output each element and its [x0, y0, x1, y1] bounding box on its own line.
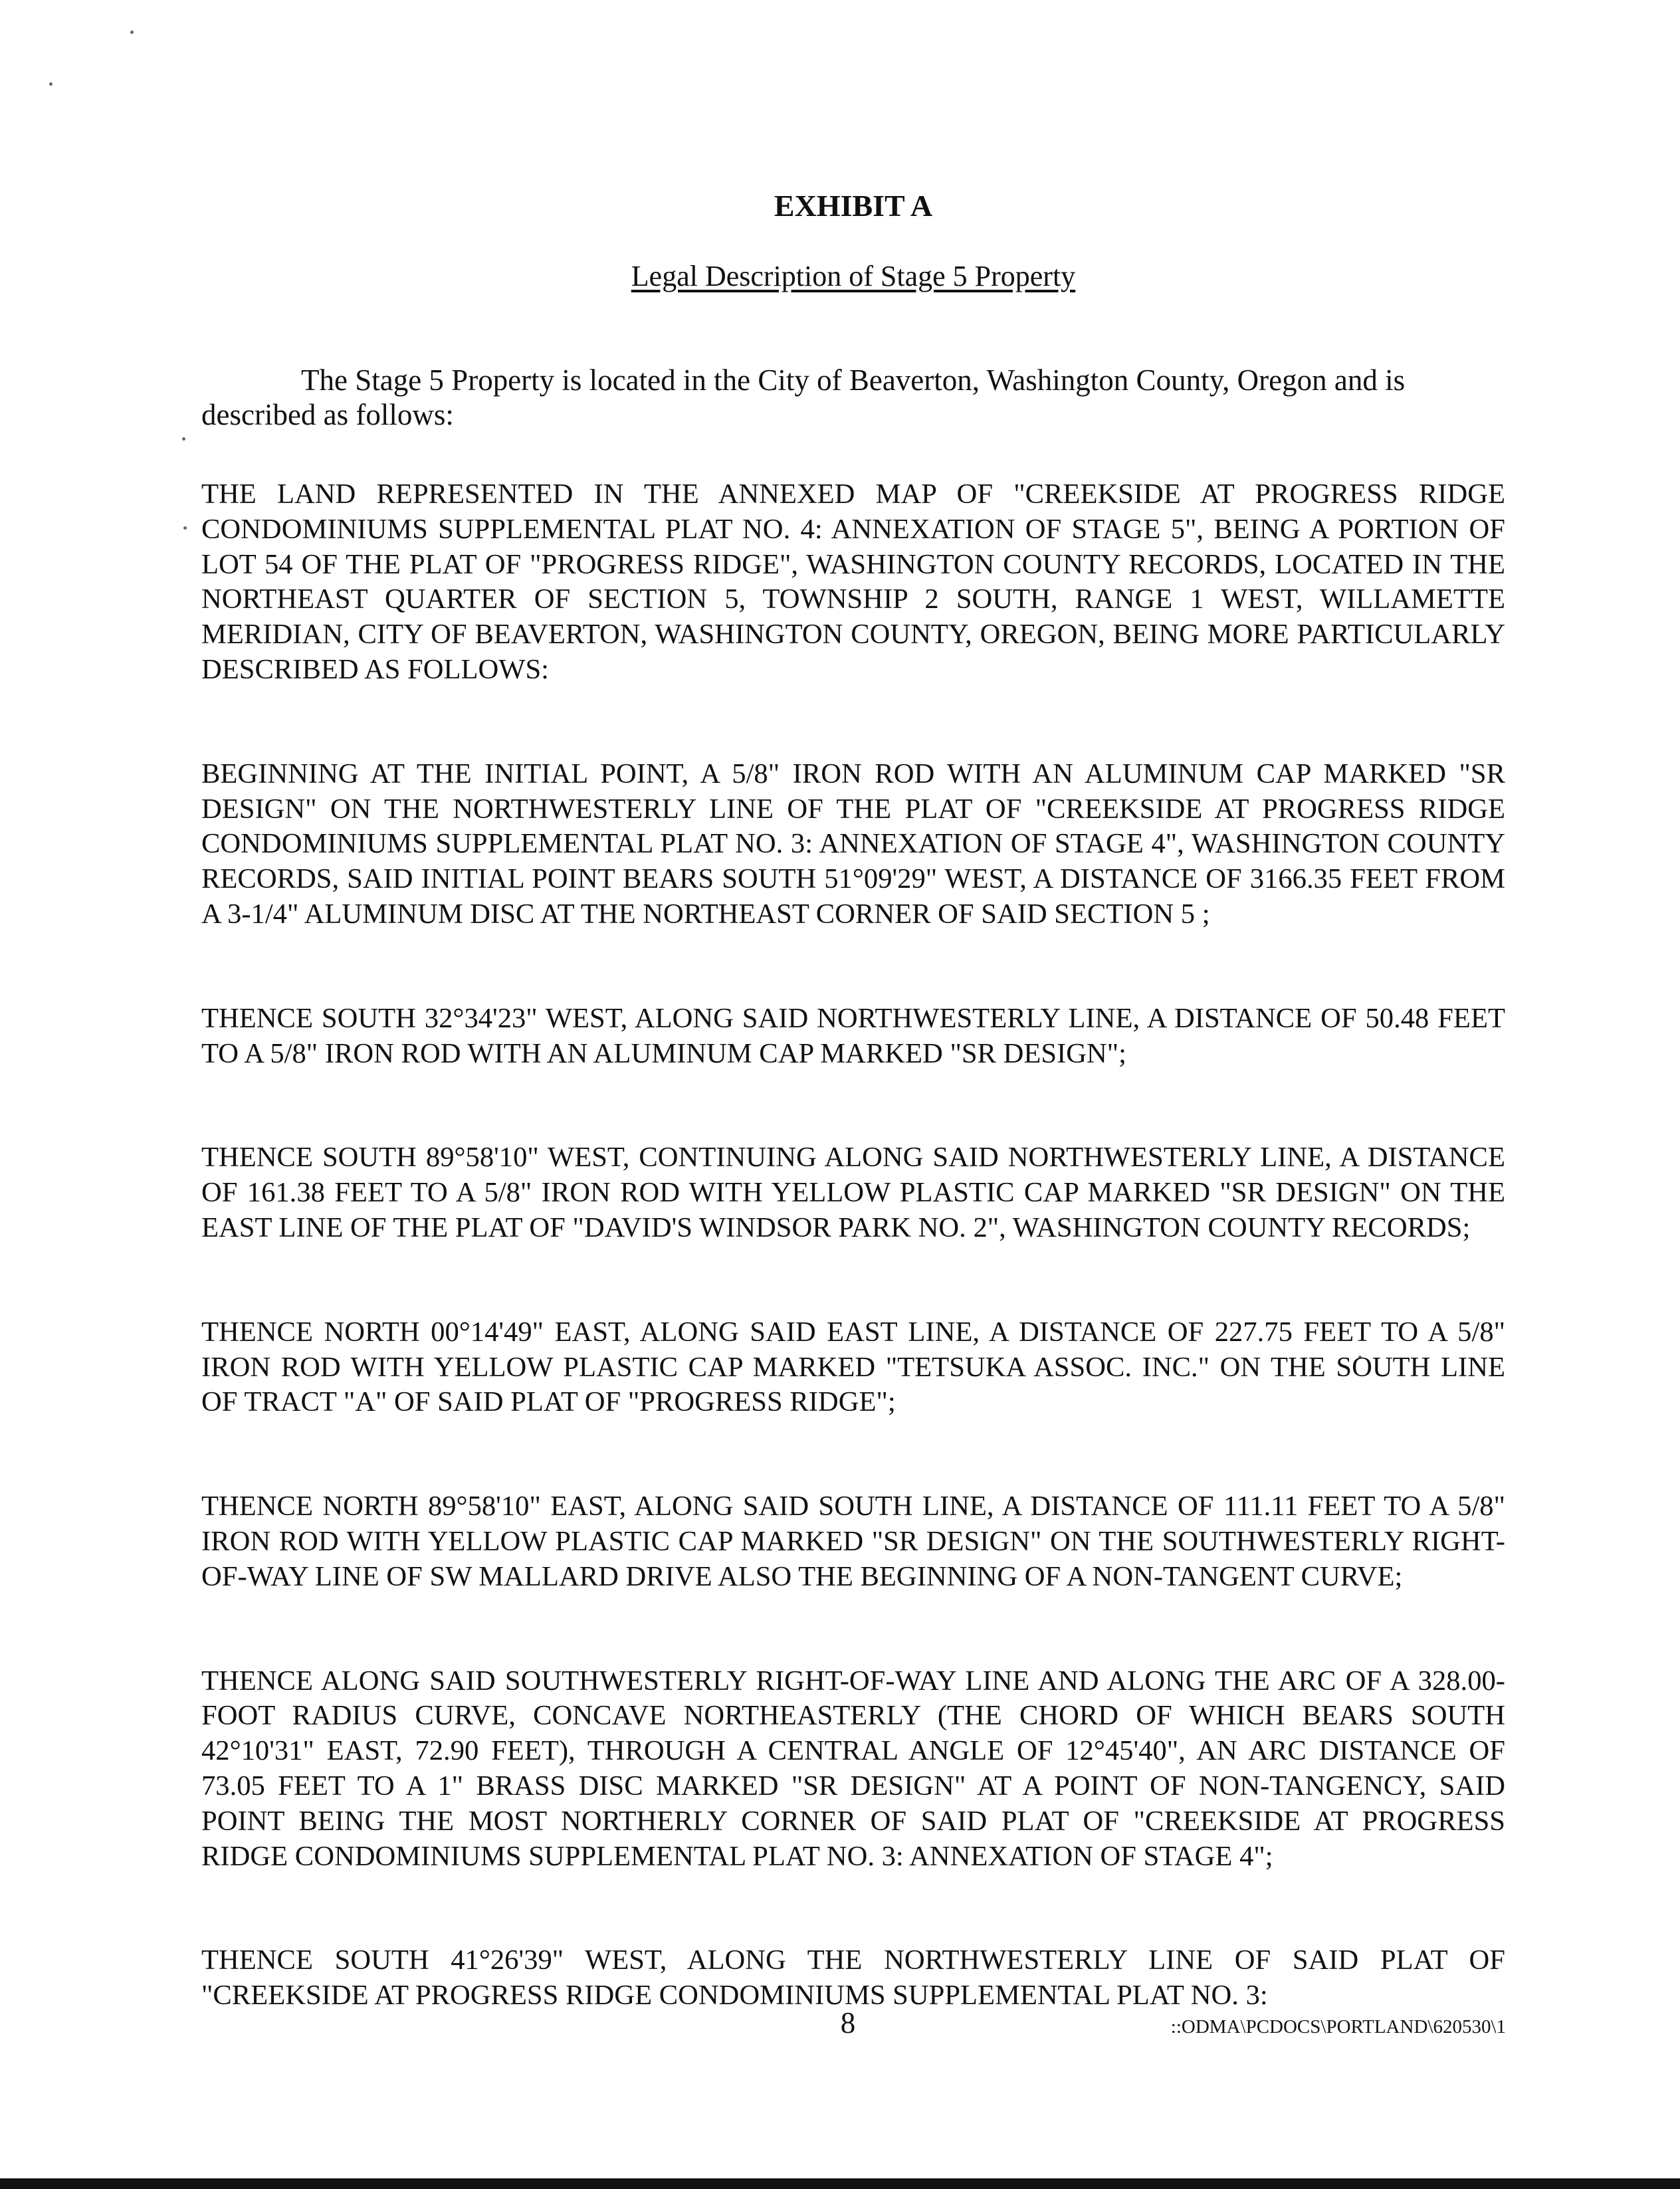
- scan-bottom-border: [0, 2178, 1680, 2189]
- legal-paragraph-course-3: THENCE NORTH 00°14'49" EAST, ALONG SAID EAST LINE, A DISTANCE OF 227.75 FEET TO A 5/8" IRON ROD WITH YELLOW PLASTIC CAP MARKED "TETSUKA ASSOC. INC." ON THE SOUTH LINE OF TRACT "A" OF SAID PLAT OF "PROGRESS RIDGE";: [201, 1316, 1505, 1418]
- intro-paragraph: The Stage 5 Property is located in the City of Beaverton, Washington County, Oregon and is described as follows:: [201, 364, 1406, 431]
- page-number: 8: [840, 2006, 856, 2039]
- scan-speck: [49, 82, 52, 86]
- legal-paragraph-course-5: THENCE SOUTH 41°26'39" WEST, ALONG THE NORTHWESTERLY LINE OF SAID PLAT OF "CREEKSIDE AT PROGRESS RIDGE CONDOMINIUMS SUPPLEMENTAL PLAT NO. 3:: [201, 1944, 1505, 2012]
- exhibit-subtitle: Legal Description of Stage 5 Property: [631, 260, 1076, 292]
- legal-paragraph-curve: THENCE ALONG SAID SOUTHWESTERLY RIGHT-OF-WAY LINE AND ALONG THE ARC OF A 328.00-FOOT RADIUS CURVE, CONCAVE NORTHEASTERLY (THE CHORD OF WHICH BEARS SOUTH 42°10'31" EAST, 72.90 FEET), THROUGH A CENTRAL ANGLE OF 12°45'40", AN ARC DISTANCE OF 73.05 FEET TO A 1" BRASS DISC MARKED "SR DESIGN" AT A POINT OF NON-TANGENCY, SAID POINT BEING THE MOST NORTHERLY CORNER OF SAID PLAT OF "CREEKSIDE AT PROGRESS RIDGE CONDOMINIUMS SUPPLEMENTAL PLAT NO. 3: ANNEXATION OF STAGE 4";: [201, 1665, 1505, 1872]
- scan-speck: [183, 526, 187, 530]
- legal-paragraph-course-2: THENCE SOUTH 89°58'10" WEST, CONTINUING ALONG SAID NORTHWESTERLY LINE, A DISTANCE OF 161.38 FEET TO A 5/8" IRON ROD WITH YELLOW PLASTIC CAP MARKED "SR DESIGN" ON THE EAST LINE OF THE PLAT OF "DAVID'S WINDSOR PARK NO. 2", WASHINGTON COUNTY RECORDS;: [201, 1142, 1505, 1243]
- document-id: ::ODMA\PCDOCS\PORTLAND\620530\1: [1170, 2016, 1506, 2037]
- legal-paragraph-course-1: THENCE SOUTH 32°34'23" WEST, ALONG SAID NORTHWESTERLY LINE, A DISTANCE OF 50.48 FEET TO A 5/8" IRON ROD WITH AN ALUMINUM CAP MARKED "SR DESIGN";: [201, 1002, 1505, 1069]
- legal-paragraph-beginning: BEGINNING AT THE INITIAL POINT, A 5/8" IRON ROD WITH AN ALUMINUM CAP MARKED "SR DESIGN" ON THE NORTHWESTERLY LINE OF THE PLAT OF "CREEKSIDE AT PROGRESS RIDGE CONDOMINIUMS SUPPLEMENTAL PLAT NO. 3: ANNEXATION OF STAGE 4", WASHINGTON COUNTY RECORDS, SAID INITIAL POINT BEARS SOUTH 51°09'29" WEST, A DISTANCE OF 3166.35 FEET FROM A 3-1/4" ALUMINUM DISC AT THE NORTHEAST CORNER OF SAID SECTION 5 ;: [201, 758, 1505, 930]
- exhibit-title: EXHIBIT A: [774, 189, 933, 223]
- legal-paragraph-land: THE LAND REPRESENTED IN THE ANNEXED MAP OF "CREEKSIDE AT PROGRESS RIDGE CONDOMINIUMS SUPPLEMENTAL PLAT NO. 4: ANNEXATION OF STAGE 5", BEING A PORTION OF LOT 54 OF THE PLAT OF "PROGRESS RIDGE", WASHINGTON COUNTY RECORDS, LOCATED IN THE NORTHEAST QUARTER OF SECTION 5, TOWNSHIP 2 SOUTH, RANGE 1 WEST, WILLAMETTE MERIDIAN, CITY OF BEAVERTON, WASHINGTON COUNTY, OREGON, BEING MORE PARTICULARLY DESCRIBED AS FOLLOWS:: [201, 478, 1505, 685]
- scan-speck: [130, 31, 134, 34]
- legal-paragraph-course-4: THENCE NORTH 89°58'10" EAST, ALONG SAID SOUTH LINE, A DISTANCE OF 111.11 FEET TO A 5/8" IRON ROD WITH YELLOW PLASTIC CAP MARKED "SR DESIGN" ON THE SOUTHWESTERLY RIGHT-OF-WAY LINE OF SW MALLARD DRIVE ALSO THE BEGINNING OF A NON-TANGENT CURVE;: [201, 1491, 1505, 1592]
- scan-speck: [182, 437, 185, 441]
- legal-description-body: [201, 477, 1505, 2014]
